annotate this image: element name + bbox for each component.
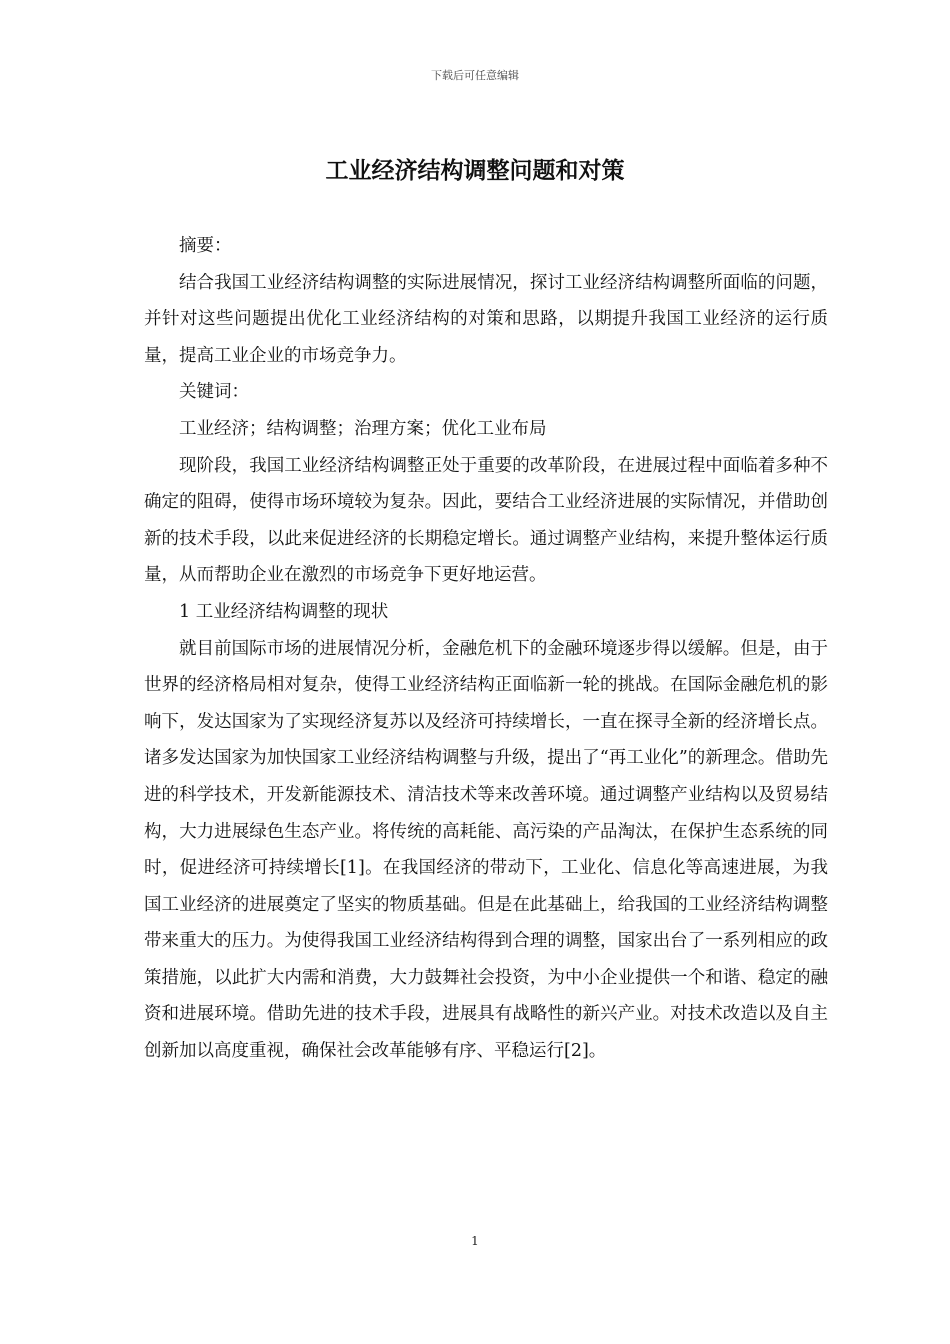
document-body [144, 228, 828, 1070]
keywords-paragraph: 工业经济；结构调整；治理方案；优化工业布局 [179, 418, 547, 439]
keywords-label: 关键词： [179, 382, 249, 403]
intro-paragraph: 现阶段，我国工业经济结构调整正处于重要的改革阶段，在进展过程中面临着多种不确定的阻碍，使得市场环境较为复杂。因此，要结合工业经济进展的实际情况，并借助创新的技术手段，以此来促进经济的长期稳定增长。通过调整产业结构，来提升整体运行质量，从而帮助企业在激烈的市场竞争下更好地运营。 [144, 455, 828, 586]
page-number: 1 [471, 1234, 479, 1248]
header-note: 下载后可任意编辑 [431, 69, 519, 82]
document-title: 工业经济结构调整问题和对策 [325, 157, 625, 184]
section-heading: 1 工业经济结构调整的现状 [179, 601, 389, 622]
section-paragraph: 就目前国际市场的进展情况分析，金融危机下的金融环境逐步得以缓解。但是，由于世界的经济格局相对复杂，使得工业经济结构正面临新一轮的挑战。在国际金融危机的影响下，发达国家为了实现经济复苏以及经济可持续增长，一直在探寻全新的经济增长点。诸多发达国家为加快国家工业经济结构调整与升级，提出了“再工业化”的新理念。借助先进的科学技术，开发新能源技术、清洁技术等来改善环境。通过调整产业结构以及贸易结构，大力进展绿色生态产业。将传统的高耗能、高污染的产品淘汰，在保护生态系统的同时，促进经济可持续增长[1]。在我国经济的带动下，工业化、信息化等高速进展，为我国工业经济的进展奠定了坚实的物质基础。但是在此基础上，给我国的工业经济结构调整带来重大的压力。为使得我国工业经济结构得到合理的调整，国家出台了一系列相应的政策措施，以此扩大内需和消费，大力鼓舞社会投资，为中小企业提供一个和谐、稳定的融资和进展环境。借助先进的技术手段，进展具有战略性的新兴产业。对技术改造以及自主创新加以高度重视，确保社会改革能够有序、平稳运行[2]。 [144, 638, 828, 1062]
abstract-paragraph: 结合我国工业经济结构调整的实际进展情况，探讨工业经济结构调整所面临的问题，并针对这些问题提出优化工业经济结构的对策和思路，以期提升我国工业经济的运行质量，提高工业企业的市场竞争力。 [144, 272, 828, 366]
abstract-label: 摘要： [179, 236, 232, 256]
